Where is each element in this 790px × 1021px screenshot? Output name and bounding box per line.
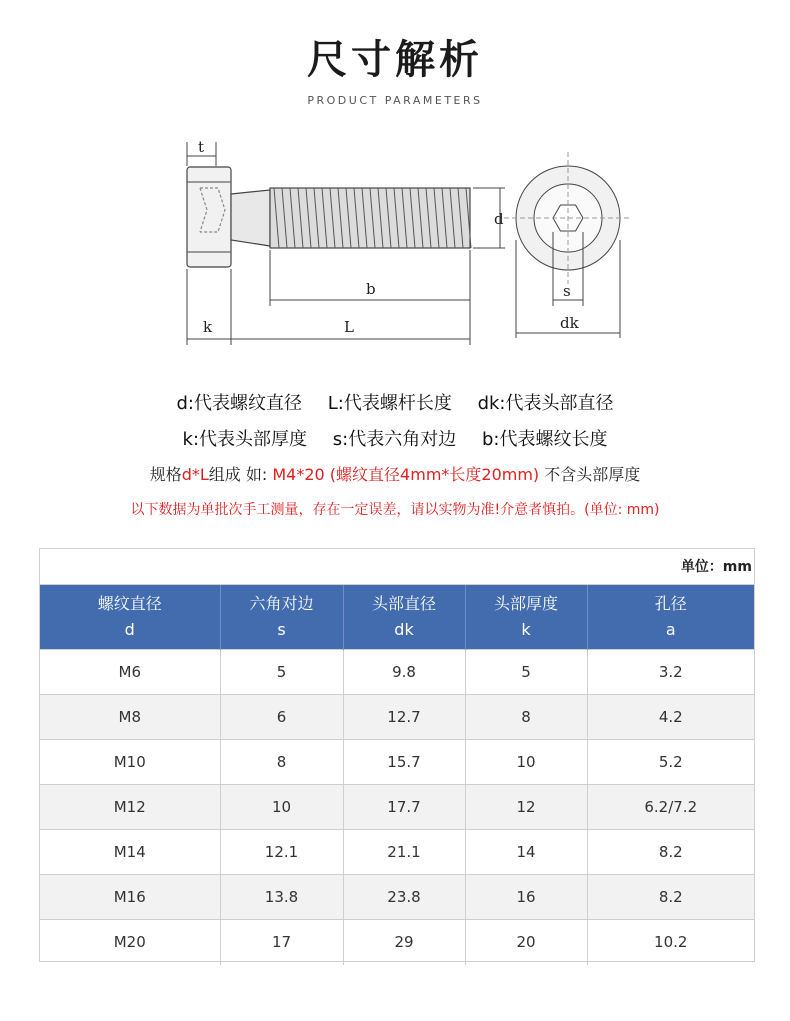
spec-middle: 组成 如: [208,465,273,484]
table-cell: 23.8 [343,875,465,920]
table-cell: 12.7 [343,695,465,740]
header-cell [587,585,754,650]
table-row [40,920,754,965]
legend-item: b:代表螺纹长度 [481,429,608,450]
header-symbol: k [521,620,531,639]
table-cell: M6 [40,650,220,695]
table-cell: M10 [40,740,220,785]
table-cell: 21.1 [343,830,465,875]
table-cell: 29 [343,920,465,965]
unit-label: 单位：mm [40,549,754,585]
label-d: d [494,210,504,228]
label-s: s [563,282,571,300]
table-cell: 6.2/7.2 [587,785,754,830]
table-row [40,650,754,695]
legend-item: d:代表螺纹直径 [176,393,302,414]
table-cell: 10 [465,740,587,785]
legend-item: L:代表螺杆长度 [327,393,452,414]
table-cell: M16 [40,875,220,920]
legend-item: s:代表六角对边 [332,429,457,450]
header-symbol: d [124,620,135,639]
table-row [40,695,754,740]
table-row [40,830,754,875]
page-subtitle: PRODUCT PARAMETERS [307,94,483,107]
table-cell: 14 [465,830,587,875]
table-cell: 12.1 [220,830,343,875]
legend-item: k:代表头部厚度 [182,429,308,450]
table-cell: 10 [220,785,343,830]
table-row [40,740,754,785]
screw-shank [231,190,270,246]
table-cell: 16 [465,875,587,920]
table-cell: 6 [220,695,343,740]
measurement-note: 以下数据为单批次手工测量，存在一定误差，请以实物为准!介意者慎拍。(单位: mm) [130,502,660,518]
dimension-table [40,585,754,965]
header-symbol: a [665,620,676,639]
table-cell: 8.2 [587,830,754,875]
header-symbol: s [277,620,286,639]
page-title: 尺寸解析 [307,37,483,83]
table-cell: 20 [465,920,587,965]
table-cell: 10.2 [587,920,754,965]
table-body [40,650,754,965]
header-cell [465,585,587,650]
label-dk: dk [560,314,579,332]
spec-example: M4*20 (螺纹直径4mm*长度20mm) [272,465,540,484]
table-cell: 15.7 [343,740,465,785]
table-cell: 13.8 [220,875,343,920]
label-t: t [198,138,205,156]
label-L: L [344,318,354,336]
label-b: b [366,280,376,298]
table-cell: 17.7 [343,785,465,830]
header-cell [343,585,465,650]
table-cell: 17 [220,920,343,965]
table-cell: 9.8 [343,650,465,695]
spec-formula: d*L [181,465,209,484]
header-symbol: dk [394,620,414,639]
spec-table [39,548,755,962]
table-row [40,875,754,920]
header-name: 孔径 [654,594,687,613]
header-name: 头部厚度 [493,594,558,613]
table-cell: 3.2 [587,650,754,695]
legend-item: dk:代表头部直径 [477,393,614,414]
table-cell: 4.2 [587,695,754,740]
spec-prefix: 规格 [149,465,182,484]
table-cell: M12 [40,785,220,830]
table-cell: 5.2 [587,740,754,785]
table-cell: 8 [465,695,587,740]
table-header-row [40,585,754,650]
table-cell: 8 [220,740,343,785]
table-cell: 5 [465,650,587,695]
legend-line-2 [0,425,790,451]
table-cell: M14 [40,830,220,875]
header-name: 螺纹直径 [97,594,162,613]
table-cell: 12 [465,785,587,830]
spec-line [0,462,790,485]
spec-suffix: 不含头部厚度 [539,465,641,484]
screw-diagram [170,130,640,355]
header-name: 头部直径 [371,594,436,613]
table-cell: 5 [220,650,343,695]
table-cell: 8.2 [587,875,754,920]
header-cell [40,585,220,650]
label-k: k [203,318,213,336]
legend-line-1 [0,389,790,415]
table-cell: M20 [40,920,220,965]
header-name: 六角对边 [249,594,314,613]
table-cell: M8 [40,695,220,740]
header-cell [220,585,343,650]
table-row [40,785,754,830]
